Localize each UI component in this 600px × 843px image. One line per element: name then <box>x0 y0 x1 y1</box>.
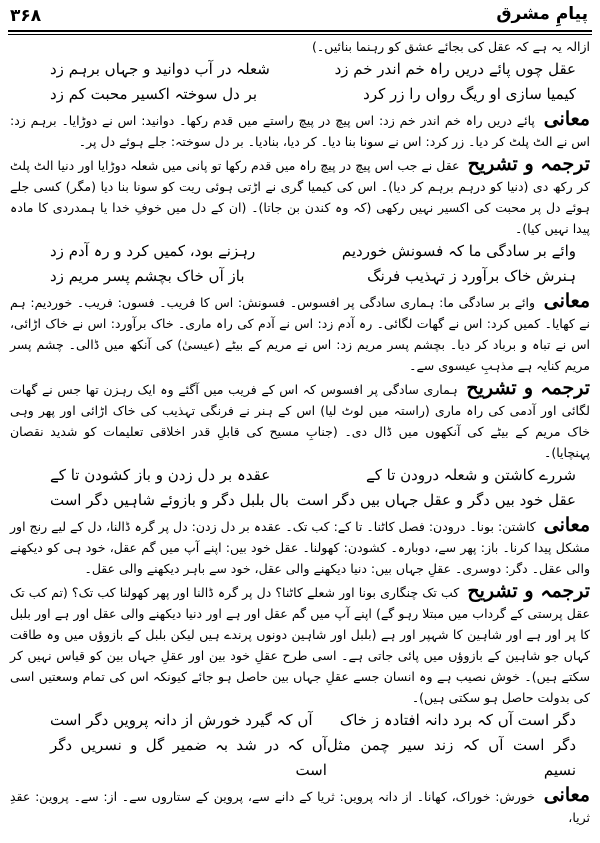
meaning-label: معانی <box>543 108 590 130</box>
translation-paragraph <box>10 378 590 463</box>
page-body <box>10 36 590 837</box>
translation-paragraph <box>10 581 590 708</box>
meaning-text: خورش: خوراک، کھانا۔ از دانہ پرویں: ثریا کے دانے سے، پروین کے ستاروں سے۔ از: سے۔ پروین: عقدِ ثریا، <box>10 789 590 825</box>
meaning-paragraph <box>10 785 590 828</box>
translation-text: ہماری سادگی پر افسوس کہ اس کے فریب میں آگئے وہ ایک رہزن تھا جس نے گھات لگائی اور آدمی کی راہ ماری (راستہ میں لوٹ لیا) اس کے ہنر نے فرنگی تہذیب کی خاک اڑائی اور پھر وہی خاک مریم کے بیٹے کی آنکھوں میں ڈال دی۔ (جنابِ مسیح کی قابلِ قدر اخلاقی تعلیمات کو شدید نقصان پہنچایا)۔ <box>10 382 590 460</box>
meaning-text: پائے دریں راہ خم اندر خم زد: اس پیچ در پیچ راستے میں قدم رکھا۔ دوانید: اس نے دوڑایا۔ برہم زد: اس نے الٹ پلٹ کر دیا۔ زر کرد: اس نے سونا بنا دیا۔ کر دیا، بنادیا۔ بر دل سوختہ: جلے ہوئے دل پر۔ <box>10 113 590 149</box>
meaning-paragraph <box>10 109 590 152</box>
verse-line <box>10 733 590 783</box>
translation-paragraph <box>10 154 590 239</box>
verse-line <box>10 488 590 513</box>
verse-hemistich-left: باز آں خاک بچشم پسر مریم زد <box>50 267 245 285</box>
verse-hemistich-right: وائے بر سادگی ما کہ فسونش خوردیم <box>341 242 576 260</box>
meaning-paragraph <box>10 291 590 376</box>
intro-line: ازالہ یہ ہے کہ عقل کی بجائے عشق کو رہنما بنائیں۔) <box>312 39 590 54</box>
verse-hemistich-left: عقدہ بر دل زدن و باز کشودن تا کے <box>50 466 271 484</box>
meaning-label: معانی <box>543 290 590 312</box>
meaning-text: وائے بر سادگی ما: ہماری سادگی پر افسوس۔ فسونش: اس کا فریب۔ فسوں: فریب۔ خوردیم: ہم نے کھایا۔ کمیں کرد: اس نے گھات لگائی۔ رہ آدم زد: اس نے آدم کی راہ ماری۔ خاک برآورد: اس نے خاک اڑائی، اس نے تباہ و برباد کر دیا۔ بچشم پسر مریم زد: اس نے مریم کے بیٹے (عیسیٰ) کی آنکھ میں ڈالی۔ چشم پسر مریم کنایہ ہے مذہبِ عیسوی سے۔ <box>10 295 590 373</box>
verse-line <box>10 463 590 488</box>
meaning-paragraph <box>10 515 590 579</box>
verse-hemistich-right: دگر است آں کہ زند سیر چمن مثل نسیم <box>326 736 576 779</box>
verse-hemistich-left: بال بلبل دگر و بازوئے شاہیں دگر است <box>50 491 290 509</box>
meaning-label: معانی <box>543 784 590 806</box>
meaning-text: کاشتن: بونا۔ درودن: فصل کاٹنا۔ تا کے: کب تک۔ عقدہ بر دل زدن: دل پر گرہ ڈالنا، دل کے لیے رنج اور مشکل پیدا کرنا۔ باز: پھر سے، دوبارہ۔ کشودن: کھولنا۔ عقل خود بیں: اپنے آپ میں گم عقل، خود ہی کو دیکھنے والی عقل۔ دگر: دوسری۔ عقلِ جہاں بیں: دنیا دیکھنے والی عقل، خود سے باہر دیکھنے والی عقل۔ <box>10 519 590 576</box>
verse-hemistich-left: آں کہ گیرد خورش از دانہ پرویں دگر است <box>50 711 313 729</box>
verse-hemistich-right: عقل خود بیں دگر و عقل جہاں بیں دگر است <box>296 491 576 509</box>
verse-line <box>10 82 590 107</box>
verse-hemistich-left: آں کہ در شد بہ ضمیر گل و نسریں دگر است <box>50 736 327 779</box>
page-number: ۳۶۸ <box>10 6 42 26</box>
verse-hemistich-right: ہنرش خاک برآورد ز تہذیب فرنگ <box>367 267 576 285</box>
translation-label: ترجمہ و تشریح <box>466 377 590 399</box>
translation-label: ترجمہ و تشریح <box>467 580 590 602</box>
meaning-label: معانی <box>543 514 590 536</box>
verse-hemistich-right: کیمیا سازی او ریگ رواں را زر کرد <box>363 85 576 103</box>
translation-text: عقل نے جب اس پیچ در پیچ راہ میں قدم رکھا تو پانی میں شعلہ دوڑایا اور دنیا الٹ پلٹ کر رکھ دی (دنیا کو درہم برہم کر دیا)۔ اس کی کیمیا گری نے اڑتی ہوئی ریت کو سونا بنا دیا (مگر) کسی جلے ہوئے دل پر محبت کی اکسیر نہیں رکھی (کہ وہ کندن بن جاتا)۔ (ان کے دل میں خوفِ خدا یا ہمدردی کا مادہ پیدا نہیں کیا)۔ <box>10 158 590 236</box>
verse-line <box>10 57 590 82</box>
verse-line <box>10 264 590 289</box>
header-rule <box>8 30 592 32</box>
verse-hemistich-left: بر دل سوختہ اکسیر محبت کم زد <box>50 85 258 103</box>
verse-line <box>10 239 590 264</box>
verse-hemistich-right: شررے کاشتن و شعلہ درودن تا کے <box>365 466 576 484</box>
verse-hemistich-left: رہزنے بود، کمیں کرد و رہ آدم زد <box>50 242 256 260</box>
page-header <box>8 4 592 30</box>
book-title: پیامِ مشرق <box>496 4 588 24</box>
verse-hemistich-right: عقل چوں پائے دریں راہ خم اندر خم زد <box>334 60 576 78</box>
translation-text: کب تک چنگاری بونا اور شعلے کاٹنا؟ دل پر گرہ ڈالنا اور پھر کھولنا کب تک؟ (تم کب تک عقل پرستی کے گرداب میں مبتلا رہو گے) اپنے آپ میں گم عقل اور ہے اور دنیا دیکھنے والی عقل اور ہے اور بلبل کا پر اور ہے اور شاہین کا شہپر اور ہے (بلبل اور شاہین دونوں پرندے ہیں لیکن بلبل کے بازوؤں میں وہ طاقت کہاں جو شاہین کے بازوؤں میں پائی جاتی ہے۔ اسی طرح عقلِ خود بین اور عقلِ جہاں بین کو قیاس نہیں کر سکتے ہیں)۔ خوش نصیب ہے وہ انسان جسے عقلِ جہاں بین حاصل ہو جائے کیونکہ اس کی تمام وسعتیں اسی کی بدولت حاصل ہو سکتی ہیں)۔ <box>10 585 590 705</box>
translation-label: ترجمہ و تشریح <box>467 153 591 175</box>
verse-hemistich-right: دگر است آں کہ برد دانہ افتادہ ز خاک <box>339 711 576 729</box>
verse-line <box>10 708 590 733</box>
verse-hemistich-left: شعلہ در آب دوانید و جہاں برہم زد <box>50 60 270 78</box>
header-rule-thin <box>8 34 592 35</box>
